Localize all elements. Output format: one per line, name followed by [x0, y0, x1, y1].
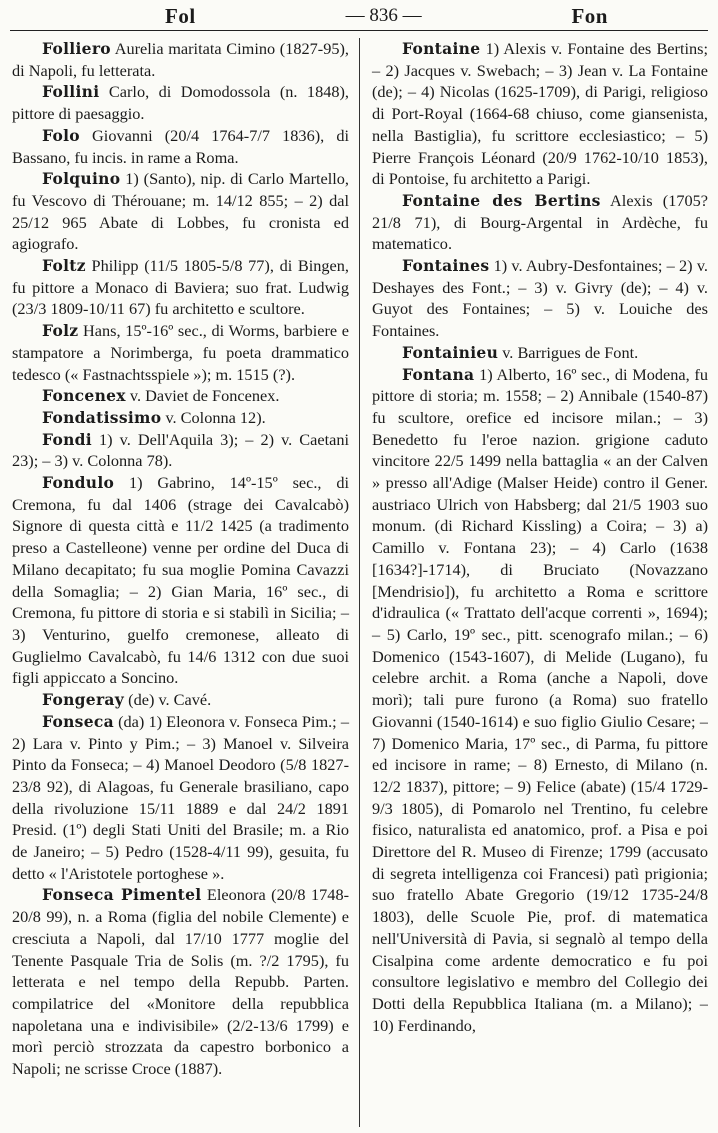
page-number: — 836 —	[345, 5, 422, 26]
dictionary-entry	[12, 884, 349, 1079]
dictionary-entry	[12, 38, 349, 81]
entry-headword: Fontaines	[402, 256, 490, 276]
entry-text: Carlo, di Domodossola (n. 1848), pittore di paesaggio.	[12, 82, 349, 124]
entry-text: 1) Alberto, 16º sec., di Modena, fu pittore di storia; m. 1558; – 2) Annibale (1540-87) fu scultore, orefice ed incisore milan.; – 3) Benedetto fu l'eroe nazion. grigione caduto vincitore 22/5 1499 nella battaglia « an der Calven » presso all'Adige (Malser Heide) contro il Gener. austriaco Ulrich von Habsberg; dal 21/5 1903 suo monum. (di Richard Kissling) a Coira; – 3) a) Camillo v. Fontana 23); – 4) Carlo (1638 [1634?]-1714), di Bruciato (Novazzano [Mendrisio]), fu architetto a Roma e scrittore d'idraulica (« Trattato dell'acque correnti », 1694); – 5) Carlo, 19º sec., pitt. scenografo milan.; – 6) Domenico (1543-1607), di Melide (Lugano), fu celebre archit. a Roma (anche a Napoli, dove morì); tali pure furono (a Roma) suo fratello Giovanni (1540-1614) e suo figlio Giulio Cesare; – 7) Domenico Maria, 17º sec., di Parma, fu pittore ed incisore in rame; – 8) Ernesto, di Milano (n. 12/2 1837), pittore; – 9) Felice (abate) (15/4 1729-9/3 1805), di Pomarolo nel Trentino, fu celebre fisico, naturalista ed anatomico, prof. a Pisa e poi Direttore del R. Museo di Firenze; 1799 (accusato di segreta intelligenza coi Francesi) patì prigionia; suo fratello Abate Gregorio (19/12 1735-24/8 1803), delle Scuole Pie, prof. di matematica nell'Università di Pavia, si segnalò al tempo della Cisalpina come ardente democratico e fu poi consultore legislativo e membro del Collegio dei Dotti della Repubblica Italiana (m. a Milano); – 10) Ferdinando,	[372, 364, 708, 1035]
dictionary-entry	[372, 342, 708, 364]
two-column-body	[12, 38, 708, 1127]
entry-text: 1) Gabrino, 14º-15º sec., di Cremona, fu dal 1406 (strage dei Cavalcabò) Signore di questa città e 11/2 1425 (a tradimento preso a Castelleone) venne per ordine del Duca di Milano decapitato; fu sua moglie Pomina Cavazzi della Somaglia; – 2) Gian Maria, 16º sec., di Cremona, fu pittore di storia e si stabilì in Sicilia; – 3) Venturino, guelfo cremonese, alleato di Guglielmo Cavalcabò, fu 14/6 1312 con due suoi figli appiccato a Soncino.	[12, 473, 349, 688]
dictionary-entry	[12, 711, 349, 885]
entry-headword: Fonseca Pimentel	[42, 885, 202, 905]
header-right-guideword: Fon	[571, 4, 608, 28]
dictionary-entry	[12, 385, 349, 407]
entry-headword: Fontainieu	[402, 342, 499, 362]
entry-text: Philipp (11/5 1805-5/8 77), di Bingen, fu pittore a Monaco di Baviera; suo frat. Ludwig (23/3 1809-10/11 67) fu architetto e scultore.	[12, 256, 349, 319]
dictionary-entry	[12, 320, 349, 385]
entry-text: v. Barrigues de Font.	[498, 342, 639, 362]
dictionary-entry	[12, 168, 349, 255]
dictionary-entry	[12, 407, 349, 429]
entry-text: 1) v. Dell'Aquila 3); – 2) v. Caetani 23); – 3) v. Colonna 78).	[12, 429, 349, 471]
entry-headword: Folo	[42, 125, 80, 145]
entry-headword: Fondi	[42, 429, 92, 449]
right-column	[360, 38, 708, 1127]
dictionary-entry	[12, 472, 349, 689]
header-left-guideword: Fol	[165, 4, 196, 28]
entry-text: v. Colonna 12).	[161, 407, 266, 427]
dictionary-entry	[372, 364, 708, 1037]
page-header	[10, 2, 708, 31]
entry-text: Alexis (1705? 21/8 71), di Bourg-Argental in Ardèche, fu matematico.	[372, 190, 708, 254]
entry-text: v. Daviet de Foncenex.	[125, 386, 280, 406]
entry-text: 1) Alexis v. Fontaine des Bertins; – 2) Jacques v. Swebach; – 3) Jean v. La Fontaine (de); – 4) Nicolas (1625-1709), di Parigi, religioso di Port-Royal (1664-68 chiuso, come giansenista, nella Bastiglia), fu scrittore ecclesiastico; – 5) Pierre François Léonard (20/9 1762-10/10 1853), di Pontoise, fu architetto a Parigi.	[372, 39, 708, 189]
dictionary-entry	[372, 255, 708, 342]
entry-text: (de) v. Cavé.	[124, 690, 212, 710]
entry-text: Hans, 15º-16º sec., di Worms, barbiere e stampatore a Norimberga, fu poeta drammatico tedesco (« Fastnachtsspiele »); m. 1515 (?).	[12, 321, 349, 384]
dictionary-entry	[372, 190, 708, 255]
entry-headword: Foncenex	[42, 386, 126, 406]
entry-text: Giovanni (20/4 1764-7/7 1836), di Bassano, fu incis. in rame a Roma.	[12, 125, 349, 167]
entry-text: Eleonora (20/8 1748-20/8 99), n. a Roma (figlia del nobile Clemente) e cresciuta a Napoli, dal 17/10 1777 moglie del Tenente Pasquale Tria de Solis (m. ?/2 1795), fu letterata e nel tempo della Repubb. Parten. compilatrice del «Monitore della repubblica napoletana una e indivisibile» (2/2-13/6 1799) e morì perciò strozzata da capestro borbonico a Napoli; ne scrisse Croce (1887).	[12, 885, 350, 1079]
entry-headword: Folliero	[42, 39, 111, 58]
entry-headword: Fonseca	[42, 711, 114, 731]
dictionary-entry	[12, 81, 349, 124]
entry-headword: Fontaine	[402, 39, 481, 58]
entry-text: Aurelia maritata Cimino (1827-95), di Napoli, fu letterata.	[12, 39, 349, 80]
entry-text: 1) v. Aubry-Desfontaines; – 2) v. Deshayes des Font.; – 3) v. Givry (de); – 4) v. Guyot des Fontaines; – 5) v. Louiche des Fontaines.	[372, 256, 708, 341]
entry-headword: Foltz	[42, 256, 86, 276]
left-column	[12, 38, 360, 1127]
entry-headword: Folquino	[42, 169, 121, 189]
entry-headword: Follini	[42, 82, 100, 102]
entry-headword: Fondulo	[42, 473, 115, 493]
dictionary-entry	[372, 38, 708, 190]
entry-headword: Folz	[42, 321, 79, 341]
entry-headword: Fontana	[402, 364, 475, 384]
dictionary-entry	[12, 255, 349, 320]
entry-headword: Fongeray	[42, 690, 125, 710]
entry-text: 1) (Santo), nip. di Carlo Martello, fu Vescovo di Thérouane; m. 14/12 855; – 2) dal 25/12 965 Abate di Lobbes, fu cronista ed agiografo.	[12, 169, 349, 254]
entry-headword: Fondatissimo	[42, 407, 162, 427]
entry-headword: Fontaine des Bertins	[402, 190, 601, 210]
dictionary-entry	[12, 689, 349, 711]
dictionary-entry	[12, 429, 349, 472]
dictionary-entry	[12, 125, 349, 168]
entry-text: (da) 1) Eleonora v. Fonseca Pim.; – 2) Lara v. Pinto y Pim.; – 3) Manoel v. Silveira Pinto da Fonseca; – 4) Manoel Deodoro (5/8 1827-23/8 92), di Alagoas, fu Generale brasiliano, capo della rivoluzione 15/11 1889 e dal 24/2 1891 Presid. (1º) degli Stati Uniti del Brasile; m. a Rio de Janeiro; – 5) Pedro (1528-4/11 99), gesuita, fu detto « l'Aristotele portoghese ».	[12, 711, 349, 883]
